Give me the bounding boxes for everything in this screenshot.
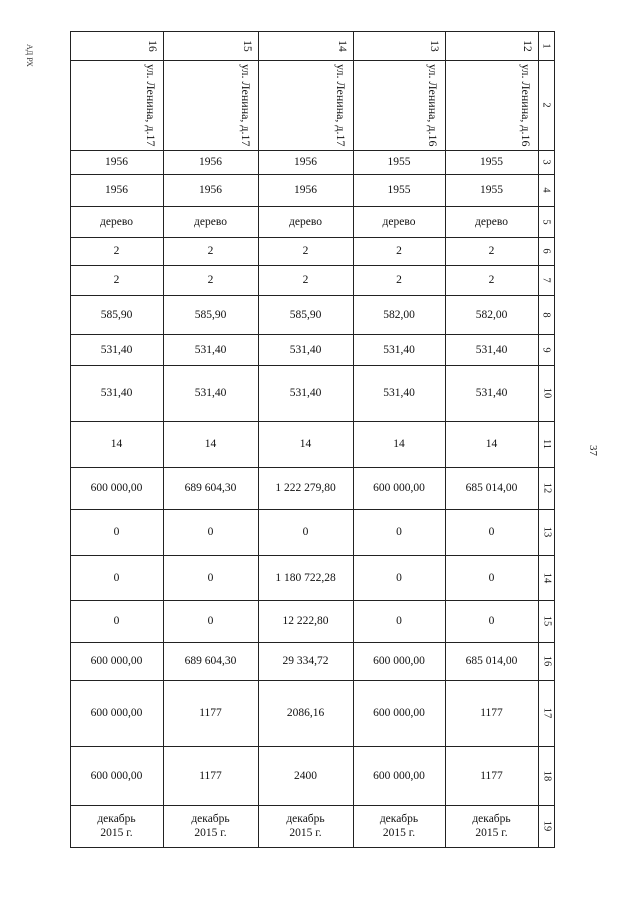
table-cell: 2 bbox=[488, 274, 495, 286]
table-cell: 2 bbox=[113, 245, 120, 257]
column-number: 19 bbox=[541, 820, 552, 832]
table-cell: декабрь 2015 г. bbox=[379, 813, 419, 839]
table-cell: 531,40 bbox=[194, 343, 227, 356]
table-cell: 585,90 bbox=[289, 308, 322, 321]
table-cell: 1955 bbox=[387, 156, 411, 168]
table-cell: 1956 bbox=[294, 184, 317, 196]
table-cell: 2 bbox=[207, 245, 214, 257]
table-cell: 531,40 bbox=[100, 343, 133, 356]
table-cell: 531,40 bbox=[289, 343, 322, 356]
table-cell: 14 bbox=[204, 438, 217, 450]
table-cell: 29 334,72 bbox=[282, 655, 329, 667]
column-number: 8 bbox=[541, 311, 552, 318]
table-cell: 2 bbox=[302, 274, 309, 286]
table-cell: 582,00 bbox=[475, 308, 508, 321]
table-cell: 689 604,30 bbox=[184, 655, 237, 667]
row-number: 13 bbox=[427, 39, 440, 52]
table-cell: 2 bbox=[396, 274, 402, 286]
table-cell: 531,40 bbox=[475, 387, 508, 399]
table-cell: 1177 bbox=[480, 769, 503, 782]
row-number: 14 bbox=[335, 39, 348, 52]
table-cell: 600 000,00 bbox=[90, 655, 143, 667]
column-number: 6 bbox=[541, 248, 552, 254]
column-number: 11 bbox=[541, 438, 552, 450]
table-cell: 2 bbox=[207, 274, 214, 286]
table-cell: 1956 bbox=[294, 156, 317, 168]
table-cell: 0 bbox=[207, 571, 214, 584]
column-number: 2 bbox=[541, 102, 552, 108]
table-cell: 531,40 bbox=[383, 343, 415, 356]
table-cell: 685 014,00 bbox=[465, 655, 518, 667]
column-number: 1 bbox=[541, 42, 552, 49]
address-cell: ул. Ленина, д.17 bbox=[334, 64, 348, 147]
table-cell: 531,40 bbox=[383, 387, 415, 399]
table-cell: 2 bbox=[396, 245, 402, 257]
table-cell: 1 222 279,80 bbox=[275, 482, 336, 494]
table-cell: дерево bbox=[194, 215, 227, 228]
table-cell: 0 bbox=[396, 526, 402, 538]
table-cell: 2086,16 bbox=[286, 707, 325, 719]
row-number: 12 bbox=[520, 39, 533, 52]
table-cell: 0 bbox=[113, 571, 120, 584]
table-cell: 12 222,80 bbox=[282, 615, 329, 627]
table-cell: 1177 bbox=[199, 707, 222, 719]
table-cell: 0 bbox=[113, 615, 120, 627]
table-cell: декабрь 2015 г. bbox=[286, 813, 325, 839]
table-cell: 1955 bbox=[387, 184, 411, 196]
table-cell: 0 bbox=[488, 571, 495, 584]
table-cell: 0 bbox=[488, 615, 495, 627]
table-cell: декабрь 2015 г. bbox=[191, 813, 230, 839]
table-cell: 2 bbox=[302, 245, 309, 257]
column-number: 13 bbox=[541, 526, 552, 538]
address-cell: ул. Ленина, д.17 bbox=[239, 64, 253, 147]
column-number: 14 bbox=[541, 572, 552, 583]
table-cell: 0 bbox=[207, 615, 214, 627]
address-cell: ул. Ленина, д.16 bbox=[519, 64, 533, 147]
table-cell: 0 bbox=[207, 526, 214, 538]
column-number: 7 bbox=[541, 277, 552, 283]
table-cell: 1177 bbox=[199, 769, 222, 782]
table-cell: 1955 bbox=[480, 184, 503, 196]
table-cell: дерево bbox=[382, 215, 416, 228]
table-cell: 600 000,00 bbox=[373, 707, 425, 719]
table-cell: 600 000,00 bbox=[90, 707, 143, 719]
address-cell: ул. Ленина, д.16 bbox=[426, 64, 440, 147]
table-cell: 1955 bbox=[480, 156, 503, 168]
table-cell: 2400 bbox=[294, 769, 317, 782]
table-cell: 531,40 bbox=[475, 343, 508, 356]
table-cell: 14 bbox=[110, 438, 123, 450]
column-number: 15 bbox=[541, 615, 552, 627]
column-number: 12 bbox=[541, 482, 552, 494]
table-cell: декабрь 2015 г. bbox=[97, 813, 136, 839]
column-number: 4 bbox=[541, 187, 552, 193]
column-number: 10 bbox=[541, 387, 552, 399]
table-rule bbox=[554, 31, 555, 848]
row-number: 16 bbox=[145, 39, 158, 52]
table-cell: 531,40 bbox=[100, 387, 133, 399]
column-number: 5 bbox=[541, 218, 552, 225]
table-cell: дерево bbox=[289, 215, 322, 228]
column-number: 9 bbox=[541, 346, 552, 353]
table-cell: 0 bbox=[113, 526, 120, 538]
table-cell: 2 bbox=[113, 274, 120, 286]
table-cell: 600 000,00 bbox=[373, 769, 425, 782]
column-number: 17 bbox=[541, 707, 552, 719]
page-number: 37 bbox=[587, 445, 599, 456]
table-cell: 14 bbox=[485, 438, 498, 450]
table-cell: 531,40 bbox=[289, 387, 322, 399]
table-cell: 582,00 bbox=[383, 308, 415, 321]
row-number: 15 bbox=[240, 39, 253, 52]
address-cell: ул. Ленина, д.17 bbox=[144, 64, 158, 147]
table-cell: 1956 bbox=[105, 156, 128, 168]
table-cell: 0 bbox=[396, 571, 402, 584]
table-cell: 689 604,30 bbox=[184, 482, 237, 494]
table-cell: дерево bbox=[100, 215, 133, 228]
table-cell: 585,90 bbox=[100, 308, 133, 321]
table-cell: 600 000,00 bbox=[373, 482, 425, 494]
column-number: 3 bbox=[541, 159, 552, 165]
margin-note: АД РХ bbox=[25, 44, 34, 67]
table-rule bbox=[70, 847, 554, 848]
table-cell: 585,90 bbox=[194, 308, 227, 321]
table-cell: 1177 bbox=[480, 707, 503, 719]
table-cell: 531,40 bbox=[194, 387, 227, 399]
column-number: 16 bbox=[541, 655, 552, 667]
table-cell: 0 bbox=[488, 526, 495, 538]
table-cell: 1 180 722,28 bbox=[275, 571, 336, 584]
table-cell: дерево bbox=[475, 215, 508, 228]
table-cell: 0 bbox=[396, 615, 402, 627]
table-cell: 600 000,00 bbox=[90, 482, 143, 494]
table-cell: 0 bbox=[302, 526, 309, 538]
table-cell: 2 bbox=[488, 245, 495, 257]
table-cell: 14 bbox=[299, 438, 312, 450]
table-cell: декабрь 2015 г. bbox=[472, 813, 511, 839]
column-number: 18 bbox=[541, 770, 552, 781]
table-cell: 14 bbox=[393, 438, 405, 450]
table-cell: 1956 bbox=[105, 184, 128, 196]
table-cell: 1956 bbox=[199, 156, 222, 168]
table-cell: 600 000,00 bbox=[90, 769, 143, 782]
table-cell: 600 000,00 bbox=[373, 655, 425, 667]
data-table bbox=[70, 31, 554, 847]
table-cell: 1956 bbox=[199, 184, 222, 196]
table-cell: 685 014,00 bbox=[465, 482, 518, 494]
